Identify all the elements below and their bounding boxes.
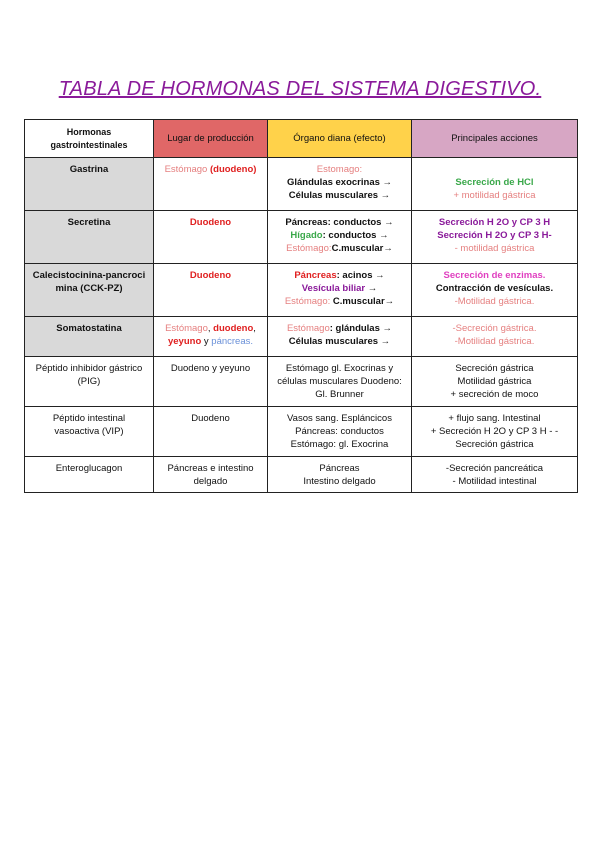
lugar-part: yeyuno — [167, 336, 202, 347]
organo-line: Glándulas exocrinas → — [286, 177, 393, 188]
accion-line: Motilidad gástrica — [457, 376, 532, 387]
lugar-line — [154, 335, 267, 348]
accion-line: + motilidad gástrica — [453, 190, 536, 201]
organo-line — [268, 229, 411, 242]
organo-part: Vesícula biliar — [301, 283, 366, 294]
acciones-cell — [412, 211, 578, 264]
organo-line: Estómago gl. Exocrinas y — [285, 363, 394, 374]
accion-line: Secreción H 2O y CP 3 H- — [437, 230, 552, 241]
accion-line: Secreción gástrica — [455, 363, 534, 374]
organo-cell — [268, 211, 412, 264]
hormone-name: Péptido inhibidor gástrico (PIG) — [25, 357, 154, 407]
lugar-cell: Duodeno — [154, 211, 268, 264]
organo-part: C.muscular→ — [331, 243, 393, 254]
organo-part: : acinos → — [336, 270, 385, 281]
organo-line: Células musculares → — [288, 190, 391, 201]
acciones-cell — [412, 407, 578, 457]
accion-line: Secreción gástrica — [455, 439, 534, 450]
lugar-part: Estómago — [164, 164, 210, 175]
hormone-name: Enteroglucagon — [25, 457, 154, 493]
accion-line: -Motilidad gástrica. — [454, 336, 535, 347]
organo-line: Estómago: gl. Exocrina — [290, 439, 389, 450]
organo-part: Páncreas — [294, 270, 337, 281]
organo-cell — [268, 457, 412, 493]
lugar-cell — [154, 317, 268, 357]
accion-line: - Motilidad intestinal — [452, 476, 537, 487]
organo-line: Páncreas: conductos → — [285, 217, 394, 228]
lugar-cell: Duodeno — [154, 407, 268, 457]
acciones-cell — [412, 317, 578, 357]
organo-line — [268, 269, 411, 282]
accion-line: + flujo sang. Intestinal — [448, 413, 541, 424]
acciones-cell — [412, 457, 578, 493]
organo-cell — [268, 158, 412, 211]
lugar-cell: Páncreas e intestino delgado — [154, 457, 268, 493]
table-row — [25, 264, 578, 317]
lugar-part: páncreas. — [211, 336, 254, 347]
hormone-table — [24, 119, 578, 493]
organo-line: Células musculares → — [288, 336, 391, 347]
organo-line: Estomago: — [316, 164, 363, 175]
organo-cell — [268, 407, 412, 457]
lugar-part: y — [201, 336, 212, 347]
organo-line — [268, 282, 411, 295]
organo-line: células musculares Duodeno: — [277, 376, 402, 387]
lugar-part: , — [253, 323, 256, 334]
header-acciones: Principales acciones — [412, 120, 578, 158]
header-row — [25, 120, 578, 158]
organo-line: Vasos sang. Espláncicos — [287, 413, 392, 424]
organo-line: Intestino delgado — [303, 476, 376, 487]
table-row — [25, 357, 578, 407]
hormone-name: Péptido intestinal vasoactiva (VIP) — [25, 407, 154, 457]
organo-line — [268, 322, 411, 335]
accion-line: Secreción de HCl — [455, 177, 534, 188]
organo-line: Páncreas — [319, 463, 360, 474]
lugar-part: (duodeno) — [209, 164, 257, 175]
hormone-name: Secretina — [25, 211, 154, 264]
table-row — [25, 457, 578, 493]
hormone-name: Calecistocinina-pancrocimina (CCK-PZ) — [25, 264, 154, 317]
organo-line — [268, 242, 411, 255]
accion-line: -Secreción pancreática — [445, 463, 544, 474]
header-hormonas: Hormonas gastrointestinales — [25, 120, 154, 158]
lugar-line — [154, 322, 267, 335]
organo-part: : glándulas → — [329, 323, 393, 334]
lugar-part: duodeno — [213, 323, 254, 334]
accion-line: -Motilidad gástrica. — [454, 296, 535, 307]
organo-cell — [268, 264, 412, 317]
accion-line: + secreción de moco — [450, 389, 539, 400]
header-organo: Órgano diana (efecto) — [268, 120, 412, 158]
header-lugar: Lugar de producción — [154, 120, 268, 158]
accion-line: -Secreción gástrica. — [452, 323, 537, 334]
organo-line — [268, 295, 411, 308]
accion-line: + Secreción H 2O y CP 3 H - - — [430, 426, 559, 437]
acciones-cell — [412, 264, 578, 317]
lugar-cell: Duodeno y yeyuno — [154, 357, 268, 407]
lugar-part: Estómago — [165, 323, 208, 334]
organo-cell — [268, 317, 412, 357]
table-row — [25, 407, 578, 457]
hormone-name: Gastrina — [25, 158, 154, 211]
accion-line: Contracción de vesículas. — [435, 283, 554, 294]
organo-part: C.muscular→ — [330, 296, 395, 307]
organo-line: Páncreas: conductos — [295, 426, 384, 437]
hormone-name: Somatostatina — [25, 317, 154, 357]
accion-line: Secreción H 2O y CP 3 H — [438, 217, 551, 228]
organo-line: Gl. Brunner — [315, 389, 364, 400]
organo-part: : conductos → — [322, 230, 389, 241]
acciones-cell — [412, 357, 578, 407]
lugar-cell: Duodeno — [154, 264, 268, 317]
organo-part: Estómago — [286, 323, 330, 334]
acciones-cell — [412, 158, 578, 211]
organo-part: Estómago: — [286, 243, 332, 254]
organo-part: Hígado — [290, 230, 323, 241]
lugar-part: , — [207, 323, 214, 334]
table-row — [25, 211, 578, 264]
organo-part: Estómago: — [284, 296, 331, 307]
accion-line — [412, 163, 577, 176]
table-row — [25, 317, 578, 357]
accion-line: - motilidad gástrica — [454, 243, 535, 254]
organo-part: → — [365, 283, 378, 294]
organo-cell — [268, 357, 412, 407]
lugar-cell — [154, 158, 268, 211]
accion-line: Secreción de enzimas. — [443, 270, 546, 281]
page-title: TABLA DE HORMONAS DEL SISTEMA DIGESTIVO. — [58, 78, 542, 100]
table-row — [25, 158, 578, 211]
